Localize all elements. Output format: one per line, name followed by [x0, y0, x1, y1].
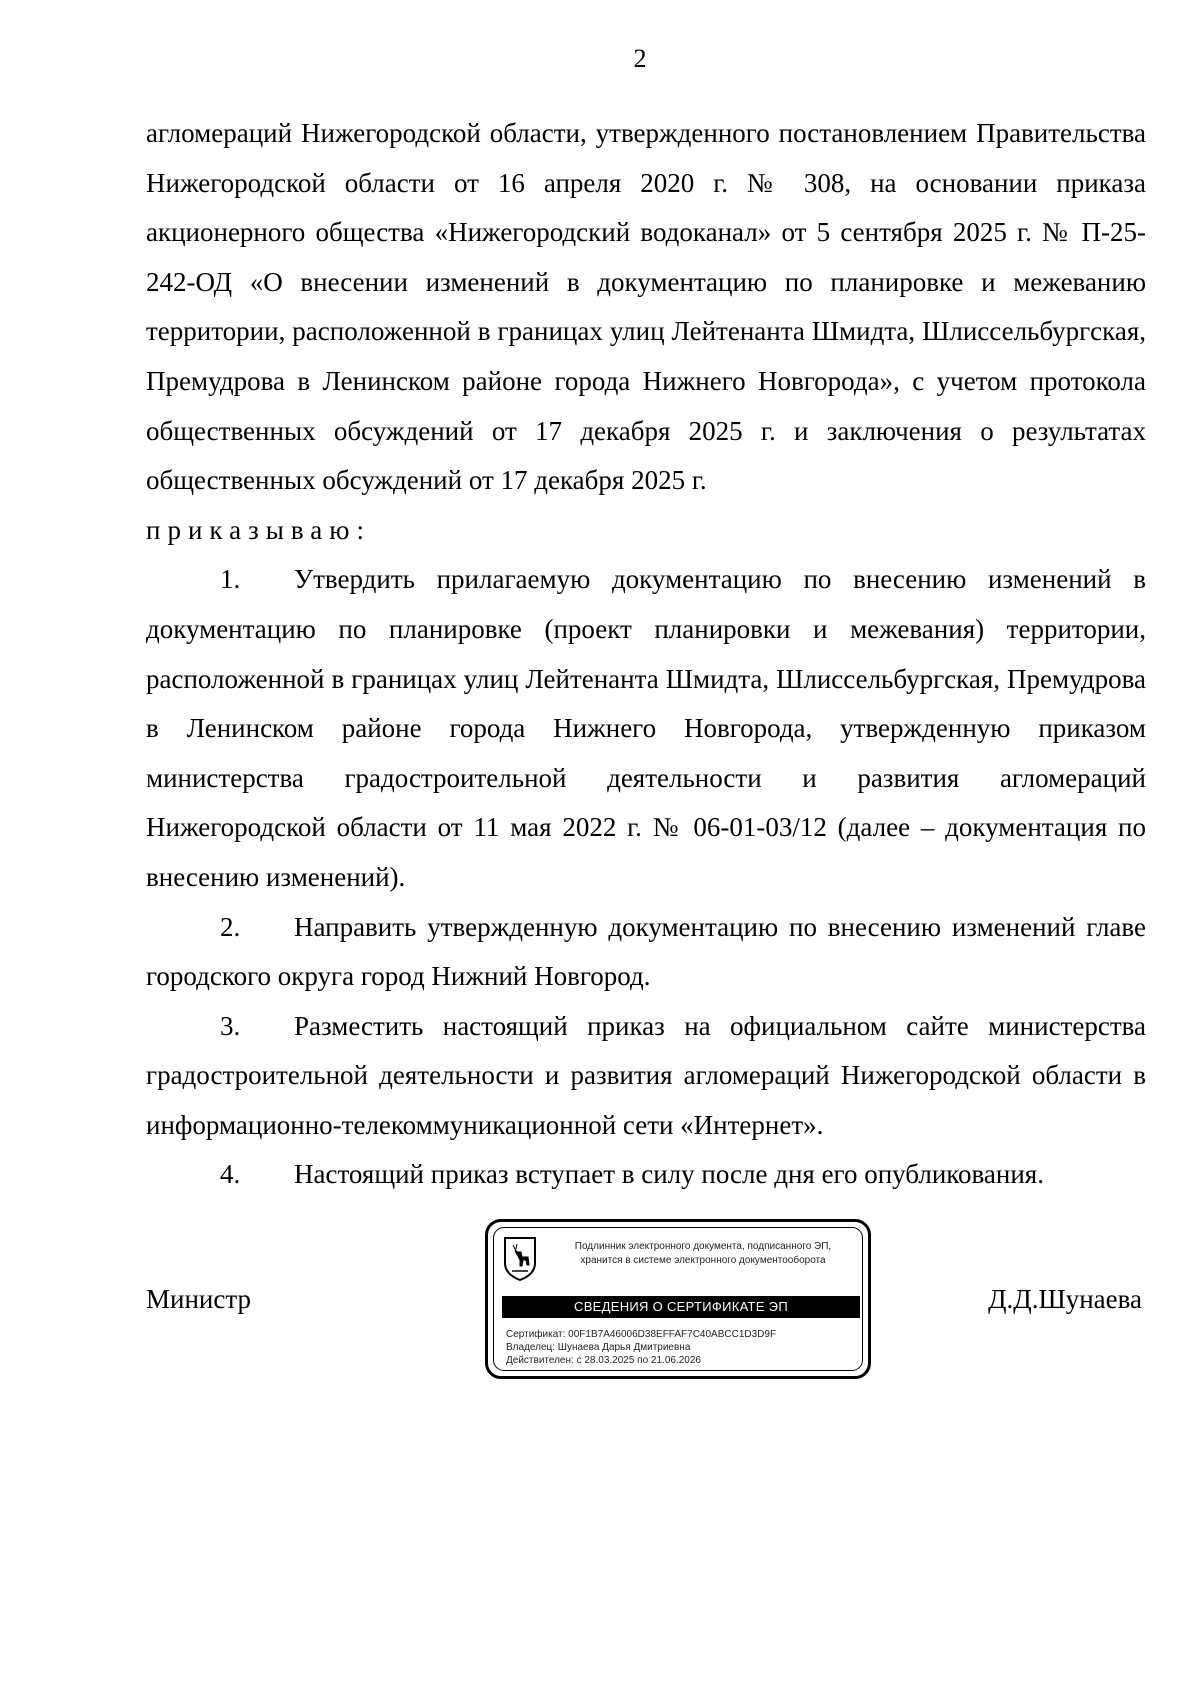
signer-position: Министр [146, 1284, 251, 1314]
item-text: Разместить настоящий приказ на официальном сайте министерства градостроительной деятельности и развития агломераций Нижегородской области в информационно-телекоммуникационной сети «Интернет». [146, 1010, 1146, 1140]
list-item [146, 1150, 1146, 1200]
page-number: 2 [633, 44, 647, 73]
stamp-band-title: СВЕДЕНИЯ О СЕРТИФИКАТЕ ЭП [502, 1296, 860, 1318]
intro-paragraph: агломераций Нижегородской области, утвержденного постановлением Правительства Нижегородской области от 16 апреля 2020 г. № 308, на основании приказа акционерного общества «Нижегородский водоканал» от 5 сентября 2025 г. № П-25-242-ОД «О внесении изменений в документацию по планировке и межеванию территории, расположенной в границах улиц Лейтенанта Шмидта, Шлиссельбургская, Премудрова в Ленинском районе города Нижнего Новгорода», с учетом протокола общественных обсуждений от 17 декабря 2025 г. и заключения о результатах общественных обсуждений от 17 декабря 2025 г. [146, 118, 1146, 496]
electronic-signature-stamp [485, 1219, 871, 1379]
certificate-number: Сертификат: 00F1B7A46006D38EFFAF7C40ABCC1D3D9F [506, 1329, 777, 1340]
certificate-validity: Действителен: с 28.03.2025 по 21.06.2026 [506, 1355, 701, 1366]
list-item [146, 1002, 1146, 1151]
item-number: 2. [220, 911, 241, 942]
item-text: Направить утвержденную документацию по внесению изменений главе городского округа город Нижний Новгород. [146, 911, 1146, 992]
stamp-note [548, 1240, 858, 1268]
item-number: 1. [220, 564, 241, 595]
list-item [146, 903, 1146, 1002]
signature-block [146, 1219, 1146, 1389]
document-body [146, 109, 1146, 1200]
deer-coat-of-arms-icon [502, 1235, 538, 1281]
item-text: Настоящий приказ вступает в силу после дня его опубликования. [294, 1159, 1044, 1190]
item-number: 4. [220, 1159, 241, 1190]
signer-name: Д.Д.Шунаева [988, 1284, 1142, 1314]
item-text: Утвердить прилагаемую документацию по внесению изменений в документацию по планировке (проект планировки и межевания) территории, расположенной в границах улиц Лейтенанта Шмидта, Шлиссельбургская, Премудрова в Ленинском районе города Нижнего Новгорода, утвержденную приказом министерства градостроительной деятельности и развития агломераций Нижегородской области от 11 мая 2022 г. № 06-01-03/12 (далее – документация по внесению изменений). [146, 564, 1146, 892]
certificate-owner: Владелец: Шунаева Дарья Дмитриевна [506, 1342, 691, 1353]
item-number: 3. [220, 1010, 241, 1041]
stamp-note-line: хранится в системе электронного документооборота [580, 1255, 826, 1266]
stamp-details [506, 1328, 776, 1367]
order-word: приказываю: [146, 514, 371, 545]
list-item [146, 555, 1146, 902]
stamp-note-line: Подлинник электронного документа, подписанного ЭП, [574, 1241, 832, 1252]
